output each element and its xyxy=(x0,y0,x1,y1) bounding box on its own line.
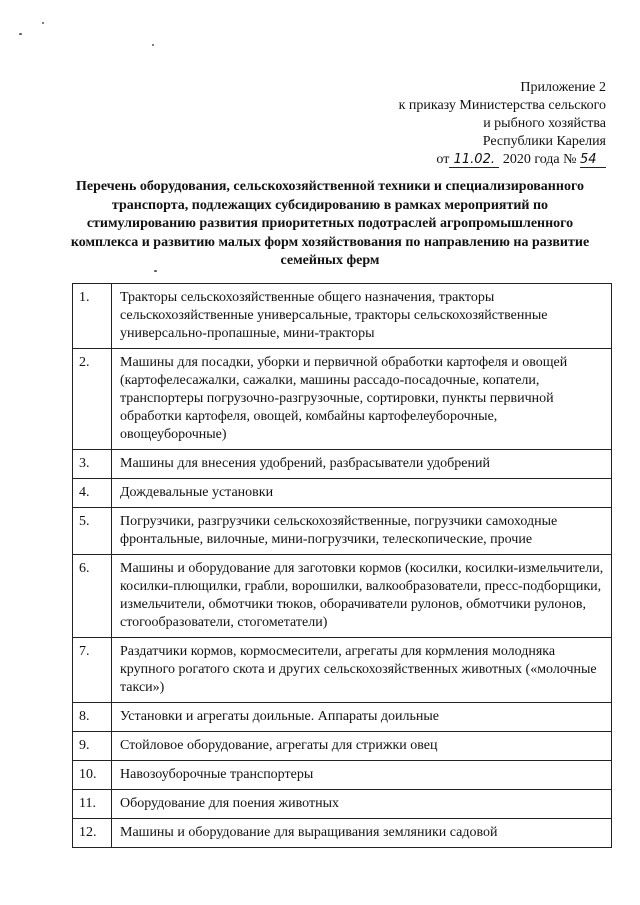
appendix-line: и рыбного хозяйства xyxy=(483,116,606,131)
item-number: 3. xyxy=(73,450,112,479)
item-number: 4. xyxy=(73,479,112,508)
date-suffix: 2020 года № xyxy=(502,152,577,167)
item-description: Тракторы сельскохозяйственные общего назначения, тракторы сельскохозяйственные универсальные, тракторы сельскохозяйственные универсально-пропашные, мини-тракторы xyxy=(112,284,612,349)
item-description: Стойловое оборудование, агрегаты для стрижки овец xyxy=(112,732,612,761)
table-row xyxy=(73,555,612,638)
table-row xyxy=(73,349,612,450)
table-row xyxy=(73,790,612,819)
handwritten-date: 11.02. xyxy=(449,153,499,168)
item-number: 12. xyxy=(73,819,112,848)
scan-speck xyxy=(19,33,22,35)
table-row xyxy=(73,508,612,555)
scan-speck xyxy=(42,22,44,24)
item-number: 6. xyxy=(73,555,112,638)
appendix-date-line xyxy=(399,151,606,169)
appendix-line: Приложение 2 xyxy=(520,80,606,95)
date-prefix: от xyxy=(436,152,450,167)
table-row xyxy=(73,703,612,732)
item-description: Машины и оборудование для заготовки кормов (косилки, косилки-измельчители, косилки-плющилки, грабли, ворошилки, валкообразователи, пресс-подборщики, измельчители, обмотчики тюков, оборачиватели рулонов, обмотчики рулонов, стогообразователи, стогометатели) xyxy=(112,555,612,638)
item-description: Погрузчики, разгрузчики сельскохозяйственные, погрузчики самоходные фронтальные, вилочные, мини-погрузчики, телескопические, прочие xyxy=(112,508,612,555)
item-description: Дождевальные установки xyxy=(112,479,612,508)
appendix-line: к приказу Министерства сельского xyxy=(398,98,606,113)
table-row xyxy=(73,819,612,848)
appendix-line: Республики Карелия xyxy=(482,134,606,149)
item-number: 2. xyxy=(73,349,112,450)
table-row xyxy=(73,479,612,508)
item-number: 7. xyxy=(73,638,112,703)
table-row xyxy=(73,284,612,349)
item-number: 5. xyxy=(73,508,112,555)
item-description: Навозоуборочные транспортеры xyxy=(112,761,612,790)
table-row xyxy=(73,761,612,790)
table-row xyxy=(73,732,612,761)
item-number: 10. xyxy=(73,761,112,790)
item-description: Оборудование для поения животных xyxy=(112,790,612,819)
item-number: 9. xyxy=(73,732,112,761)
document-title: Перечень оборудования, сельскохозяйственной техники и специализированного транспорта, подлежащих субсидированию в рамках мероприятий по стимулированию развития приоритетных подотраслей агропромышленного комплекса и развитию малых форм хозяйствования по направлению на развитие семейных ферм xyxy=(70,179,590,268)
appendix-header xyxy=(399,79,606,169)
table-row xyxy=(73,450,612,479)
item-description: Машины для внесения удобрений, разбрасыватели удобрений xyxy=(112,450,612,479)
equipment-table xyxy=(72,283,612,848)
handwritten-order-number: 54 xyxy=(580,153,606,168)
item-number: 1. xyxy=(73,284,112,349)
table-row xyxy=(73,638,612,703)
item-description: Раздатчики кормов, кормосмесители, агрегаты для кормления молодняка крупного рогатого скота и других сельскохозяйственных животных («молочные такси») xyxy=(112,638,612,703)
scan-speck xyxy=(154,270,157,272)
item-description: Установки и агрегаты доильные. Аппараты доильные xyxy=(112,703,612,732)
item-number: 11. xyxy=(73,790,112,819)
scan-speck xyxy=(152,44,154,46)
item-description: Машины и оборудование для выращивания земляники садовой xyxy=(112,819,612,848)
item-number: 8. xyxy=(73,703,112,732)
item-description: Машины для посадки, уборки и первичной обработки картофеля и овощей (картофелесажалки, сажалки, машины рассадо-посадочные, копатели, транспортеры погрузочно-разгрузочные, сортировки, пункты первичной обработки картофеля, овощей, комбайны картофелеуборочные, овощеуборочные) xyxy=(112,349,612,450)
